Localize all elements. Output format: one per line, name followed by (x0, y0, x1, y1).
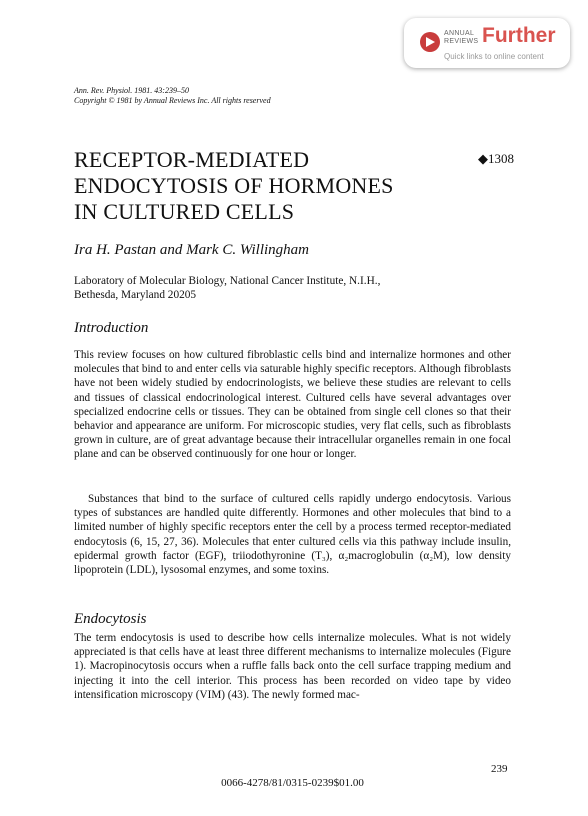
annual-reviews-label (444, 30, 478, 46)
title-line-3: IN CULTURED CELLS (74, 199, 295, 224)
intro-paragraph-2: Substances that bind to the surface of cultured cells rapidly undergo endocytosis. Various types of substances are handled quite differently. Hormones and other molecules that bind to a limited number of highly specific receptors enter the cell by a process termed receptor-mediated endocytosis (6, 15, 27, 36). Molecules that enter cultured cells via this pathway include insulin, epidermal growth factor (EGF), triiodothyronine (T₃), α₂macroglobulin (α₂M), low density lipoprotein (LDL), lysosomal enzymes, and some toxins. (74, 493, 511, 577)
citation-line: Ann. Rev. Physiol. 1981. 43:239–50 (74, 86, 189, 95)
play-logo-icon (420, 32, 440, 52)
endocytosis-heading: Endocytosis (74, 611, 147, 627)
affiliation (74, 274, 380, 302)
intro-paragraph-1: This review focuses on how cultured fibroblastic cells bind and internalize hormones and other molecules that bind to and enter cells via saturable highly specific receptors. Although fibroblasts have not been widely studied by endocrinologists, we believe these studies are relevant to cells and tissues of classical endocrinological interest. Cultured cells have several advantages over specialized endocrine cells or tissues. They can be obtained from single cell clones so that their behavior and appearance are uniform. For microscopic studies, very flat cells, such as fibroblasts grown in culture, are of great advantage because their intracellular organelles remain in one focal plane and can be observed continuously for one hour or longer. (74, 349, 511, 461)
further-badge[interactable] (404, 18, 570, 68)
title-line-1: RECEPTOR-MEDIATED (74, 147, 310, 172)
authors: Ira H. Pastan and Mark C. Willingham (74, 242, 309, 258)
article-title (74, 147, 394, 225)
journal-citation (74, 86, 271, 106)
doi-code: 0066-4278/81/0315-0239$01.00 (221, 777, 364, 789)
reviews-label: REVIEWS (444, 38, 479, 45)
title-line-2: ENDOCYTOSIS OF HORMONES (74, 173, 394, 198)
affiliation-line-1: Laboratory of Molecular Biology, National Cancer Institute, N.I.H., (74, 275, 381, 287)
annual-label: ANNUAL (444, 30, 475, 37)
affiliation-line-2: Bethesda, Maryland 20205 (74, 289, 197, 301)
copyright-line: Copyright © 1981 by Annual Reviews Inc. All rights reserved (74, 96, 271, 105)
page-number: 239 (491, 763, 508, 775)
endocytosis-paragraph-1: The term endocytosis is used to describe how cells internalize molecules. What is not widely appreciated is that cells have at least three different mechanisms to internalize molecules (Figure 1). Macropinocytosis occurs when a ruffle falls back onto the cell surface trapping medium and injecting it into the cell interior. This process has been recorded on video tape by video intensification microscopy (VIM) (43). The newly formed mac- (74, 632, 511, 701)
article-code: ◆1308 (478, 151, 514, 166)
introduction-heading: Introduction (74, 320, 149, 336)
quick-links-label: Quick links to online content (444, 52, 544, 61)
further-label: Further (482, 24, 556, 47)
